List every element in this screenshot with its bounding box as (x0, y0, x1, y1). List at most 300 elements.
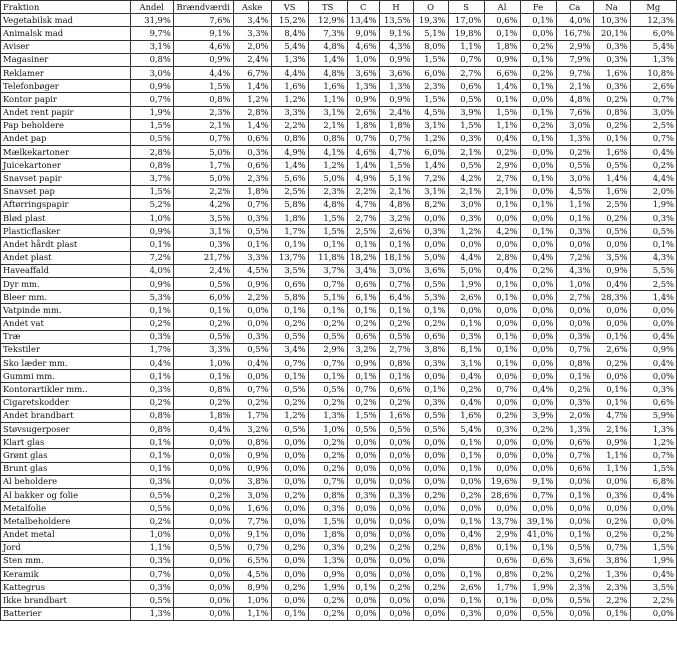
value-cell: 1,3% (556, 132, 593, 145)
value-cell: 1,2% (308, 159, 347, 172)
value-cell: 4,8% (308, 40, 347, 53)
value-cell: 0,6% (630, 396, 676, 409)
value-cell: 0,0% (593, 475, 630, 488)
value-cell: 0,0% (379, 462, 413, 475)
value-cell: 0,4% (173, 423, 233, 436)
value-cell: 0,4% (630, 146, 676, 159)
value-cell: 0,2% (130, 317, 173, 330)
value-cell: 0,3% (556, 330, 593, 343)
value-cell: 0,1% (347, 238, 379, 251)
table-row (1, 40, 677, 53)
value-cell: 0,9% (593, 264, 630, 277)
value-cell: 1,0% (130, 212, 173, 225)
value-cell: 0,7% (484, 383, 520, 396)
value-cell: 0,1% (484, 594, 520, 607)
value-cell: 0,9% (630, 343, 676, 356)
value-cell: 3,5% (593, 251, 630, 264)
table-row (1, 330, 677, 343)
value-cell: 7,9% (556, 53, 593, 66)
value-cell: 0,0% (413, 212, 448, 225)
value-cell: 0,7% (173, 132, 233, 145)
value-cell: 0,0% (520, 396, 556, 409)
value-cell: 0,1% (271, 304, 308, 317)
value-cell: 0,5% (379, 423, 413, 436)
value-cell: 0,6% (520, 554, 556, 567)
table-row (1, 291, 677, 304)
value-cell: 0,1% (347, 304, 379, 317)
value-cell: 2,6% (630, 80, 676, 93)
column-header: Mg (630, 1, 676, 14)
value-cell: 0,1% (130, 436, 173, 449)
value-cell: 4,0% (556, 14, 593, 27)
value-cell: 0,9% (173, 53, 233, 66)
value-cell: 0,9% (233, 462, 271, 475)
value-cell: 0,6% (448, 80, 484, 93)
value-cell: 0,1% (484, 27, 520, 40)
value-cell: 3,5% (271, 264, 308, 277)
value-cell: 0,8% (448, 541, 484, 554)
value-cell: 3,2% (379, 212, 413, 225)
value-cell: 18,2% (347, 251, 379, 264)
value-cell: 0,1% (413, 304, 448, 317)
value-cell: 0,0% (556, 475, 593, 488)
value-cell: 0,4% (233, 357, 271, 370)
value-cell: 2,1% (448, 185, 484, 198)
value-cell: 0,2% (520, 66, 556, 79)
value-cell: 0,3% (233, 212, 271, 225)
table-row (1, 212, 677, 225)
value-cell: 4,3% (379, 40, 413, 53)
value-cell: 8,4% (271, 27, 308, 40)
fraction-name-cell: Keramik (1, 568, 131, 581)
value-cell: 0,1% (520, 198, 556, 211)
value-cell: 0,4% (630, 330, 676, 343)
value-cell: 9,1% (520, 475, 556, 488)
value-cell: 1,7% (173, 159, 233, 172)
value-cell: 0,1% (593, 383, 630, 396)
value-cell: 0,1% (448, 594, 484, 607)
value-cell: 3,1% (413, 119, 448, 132)
value-cell: 0,0% (379, 568, 413, 581)
fraction-name-cell: Brunt glas (1, 462, 131, 475)
column-header: Andel (130, 1, 173, 14)
column-header: Ca (556, 1, 593, 14)
column-header: O (413, 1, 448, 14)
value-cell: 4,5% (233, 568, 271, 581)
value-cell: 6,0% (173, 291, 233, 304)
value-cell: 0,0% (520, 449, 556, 462)
value-cell: 0,2% (556, 383, 593, 396)
value-cell: 2,1% (173, 119, 233, 132)
value-cell: 39,1% (520, 515, 556, 528)
value-cell: 0,1% (593, 396, 630, 409)
fraction-name-cell: Andet rent papir (1, 106, 131, 119)
value-cell: 0,2% (593, 119, 630, 132)
value-cell: 2,1% (308, 119, 347, 132)
value-cell: 3,0% (379, 264, 413, 277)
value-cell: 0,8% (130, 53, 173, 66)
value-cell: 7,2% (130, 251, 173, 264)
value-cell: 0,1% (484, 291, 520, 304)
value-cell: 3,5% (630, 581, 676, 594)
value-cell: 10,8% (630, 66, 676, 79)
value-cell: 5,9% (630, 409, 676, 422)
value-cell: 3,8% (593, 554, 630, 567)
value-cell: 1,1% (233, 607, 271, 620)
value-cell: 3,0% (233, 488, 271, 501)
value-cell: 5,1% (413, 27, 448, 40)
value-cell: 2,4% (379, 106, 413, 119)
table-row (1, 80, 677, 93)
value-cell: 4,5% (413, 106, 448, 119)
value-cell: 0,2% (379, 541, 413, 554)
value-cell: 0,2% (630, 159, 676, 172)
fraction-name-cell: Træ (1, 330, 131, 343)
value-cell: 1,8% (173, 409, 233, 422)
value-cell: 1,8% (271, 212, 308, 225)
table-row (1, 146, 677, 159)
value-cell: 1,3% (308, 554, 347, 567)
value-cell: 5,0% (448, 264, 484, 277)
value-cell: 0,0% (379, 502, 413, 515)
table-row (1, 172, 677, 185)
value-cell: 0,2% (130, 515, 173, 528)
value-cell: 1,7% (130, 343, 173, 356)
value-cell: 13,7% (271, 251, 308, 264)
value-cell: 0,0% (347, 502, 379, 515)
value-cell: 0,0% (484, 304, 520, 317)
value-cell: 1,3% (130, 607, 173, 620)
value-cell: 1,8% (379, 119, 413, 132)
table-row (1, 607, 677, 620)
value-cell: 0,1% (308, 304, 347, 317)
value-cell: 1,5% (308, 225, 347, 238)
value-cell: 0,0% (520, 370, 556, 383)
value-cell: 4,7% (593, 409, 630, 422)
value-cell: 1,8% (484, 40, 520, 53)
value-cell: 1,3% (630, 423, 676, 436)
value-cell: 1,6% (379, 409, 413, 422)
value-cell: 0,2% (347, 541, 379, 554)
value-cell: 0,8% (593, 106, 630, 119)
value-cell: 0,1% (448, 515, 484, 528)
fraction-name-cell: Aviser (1, 40, 131, 53)
value-cell: 1,0% (130, 528, 173, 541)
value-cell: 9,7% (130, 27, 173, 40)
value-cell: 0,0% (413, 607, 448, 620)
value-cell: 0,5% (556, 159, 593, 172)
value-cell: 0,5% (448, 159, 484, 172)
value-cell: 0,0% (233, 304, 271, 317)
value-cell: 4,4% (173, 66, 233, 79)
value-cell: 0,1% (520, 225, 556, 238)
value-cell: 0,3% (379, 488, 413, 501)
value-cell: 0,6% (484, 14, 520, 27)
value-cell: 0,2% (271, 488, 308, 501)
value-cell: 0,0% (347, 607, 379, 620)
value-cell: 0,3% (347, 488, 379, 501)
value-cell: 5,0% (173, 146, 233, 159)
table-row (1, 370, 677, 383)
value-cell: 0,9% (308, 568, 347, 581)
value-cell: 0,0% (233, 370, 271, 383)
fraction-name-cell: Sten mm. (1, 554, 131, 567)
fraction-name-cell: Jord (1, 541, 131, 554)
value-cell: 0,8% (379, 357, 413, 370)
value-cell: 0,7% (233, 541, 271, 554)
value-cell: 0,9% (233, 449, 271, 462)
value-cell: 0,3% (593, 53, 630, 66)
fraction-name-cell: Tekstiler (1, 343, 131, 356)
value-cell: 1,0% (308, 423, 347, 436)
value-cell: 9,1% (379, 27, 413, 40)
value-cell: 5,8% (271, 291, 308, 304)
value-cell: 0,0% (173, 528, 233, 541)
value-cell: 0,2% (308, 396, 347, 409)
value-cell: 0,0% (520, 436, 556, 449)
value-cell: 0,3% (173, 238, 233, 251)
value-cell: 5,0% (308, 172, 347, 185)
fraction-name-cell: Blød plast (1, 212, 131, 225)
value-cell: 0,8% (130, 409, 173, 422)
value-cell: 4,9% (347, 172, 379, 185)
value-cell: 0,1% (130, 238, 173, 251)
column-header: Al (484, 1, 520, 14)
value-cell: 0,1% (556, 370, 593, 383)
value-cell: 0,0% (593, 238, 630, 251)
value-cell: 0,2% (347, 396, 379, 409)
table-row (1, 594, 677, 607)
value-cell: 0,0% (520, 159, 556, 172)
value-cell: 0,0% (484, 462, 520, 475)
table-row (1, 396, 677, 409)
value-cell: 16,7% (556, 27, 593, 40)
value-cell: 2,6% (593, 343, 630, 356)
value-cell: 9,7% (556, 66, 593, 79)
value-cell: 2,5% (593, 198, 630, 211)
value-cell: 0,0% (173, 462, 233, 475)
value-cell: 0,2% (233, 396, 271, 409)
value-cell: 0,0% (520, 330, 556, 343)
value-cell: 0,0% (593, 370, 630, 383)
value-cell: 18,1% (379, 251, 413, 264)
value-cell: 1,4% (308, 53, 347, 66)
value-cell: 1,8% (347, 119, 379, 132)
value-cell: 4,6% (347, 146, 379, 159)
value-cell: 0,9% (379, 53, 413, 66)
value-cell: 0,0% (347, 449, 379, 462)
value-cell: 0,1% (448, 317, 484, 330)
value-cell: 1,1% (556, 198, 593, 211)
value-cell: 0,0% (347, 594, 379, 607)
value-cell: 7,7% (233, 515, 271, 528)
table-row (1, 264, 677, 277)
column-header: Aske (233, 1, 271, 14)
value-cell: 0,1% (130, 304, 173, 317)
value-cell: 0,1% (630, 238, 676, 251)
value-cell: 5,3% (413, 291, 448, 304)
value-cell: 0,6% (271, 277, 308, 290)
value-cell: 0,0% (593, 317, 630, 330)
value-cell: 1,5% (379, 159, 413, 172)
table-row (1, 106, 677, 119)
value-cell: 0,0% (484, 449, 520, 462)
value-cell: 2,8% (484, 251, 520, 264)
value-cell: 0,1% (271, 370, 308, 383)
value-cell: 13,7% (484, 515, 520, 528)
value-cell: 0,0% (630, 317, 676, 330)
value-cell: 1,5% (173, 80, 233, 93)
value-cell: 0,6% (233, 159, 271, 172)
value-cell: 0,2% (271, 396, 308, 409)
value-cell: 0,7% (448, 53, 484, 66)
table-row (1, 383, 677, 396)
value-cell: 0,2% (448, 488, 484, 501)
value-cell: 0,2% (173, 396, 233, 409)
value-cell: 0,0% (347, 462, 379, 475)
value-cell: 0,8% (173, 383, 233, 396)
value-cell: 3,3% (271, 106, 308, 119)
value-cell: 1,7% (233, 409, 271, 422)
value-cell: 0,4% (630, 488, 676, 501)
value-cell: 0,2% (379, 396, 413, 409)
value-cell: 0,3% (130, 475, 173, 488)
value-cell: 0,7% (520, 488, 556, 501)
value-cell: 2,7% (347, 212, 379, 225)
fraction-name-cell: Klart glas (1, 436, 131, 449)
value-cell: 19,6% (484, 475, 520, 488)
value-cell: 0,2% (413, 581, 448, 594)
value-cell: 0,5% (448, 93, 484, 106)
value-cell: 0,9% (130, 225, 173, 238)
value-cell: 0,0% (379, 449, 413, 462)
value-cell: 0,1% (520, 172, 556, 185)
value-cell: 0,5% (556, 594, 593, 607)
value-cell: 0,2% (173, 488, 233, 501)
value-cell: 0,2% (448, 383, 484, 396)
value-cell: 13,4% (347, 14, 379, 27)
column-header: Fraktion (1, 1, 131, 14)
value-cell: 0,2% (271, 581, 308, 594)
value-cell: 1,1% (130, 541, 173, 554)
table-row (1, 317, 677, 330)
value-cell: 1,5% (130, 185, 173, 198)
value-cell: 0,6% (556, 436, 593, 449)
value-cell: 1,6% (308, 80, 347, 93)
value-cell: 4,8% (308, 66, 347, 79)
value-cell: 0,9% (379, 93, 413, 106)
value-cell: 2,5% (630, 119, 676, 132)
value-cell: 0,1% (484, 343, 520, 356)
table-row (1, 66, 677, 79)
value-cell: 1,8% (308, 528, 347, 541)
value-cell: 3,0% (448, 198, 484, 211)
value-cell: 0,1% (520, 14, 556, 27)
value-cell: 2,1% (448, 146, 484, 159)
value-cell: 0,0% (413, 515, 448, 528)
value-cell: 0,2% (630, 528, 676, 541)
value-cell: 0,0% (556, 607, 593, 620)
value-cell: 2,2% (173, 185, 233, 198)
value-cell: 0,5% (593, 159, 630, 172)
value-cell: 4,5% (556, 185, 593, 198)
table-row (1, 475, 677, 488)
value-cell: 0,3% (413, 396, 448, 409)
column-header: Na (593, 1, 630, 14)
value-cell: 0,7% (379, 277, 413, 290)
value-cell: 1,5% (347, 409, 379, 422)
value-cell: 0,0% (520, 502, 556, 515)
value-cell: 2,1% (484, 185, 520, 198)
fraction-name-cell: Sko læder mm. (1, 357, 131, 370)
fraction-name-cell: Snavset papir (1, 172, 131, 185)
value-cell: 3,9% (520, 409, 556, 422)
value-cell: 0,5% (520, 607, 556, 620)
value-cell: 0,9% (130, 80, 173, 93)
value-cell: 2,3% (556, 581, 593, 594)
fraction-name-cell: Reklamer (1, 66, 131, 79)
value-cell: 2,9% (308, 343, 347, 356)
value-cell: 0,5% (130, 488, 173, 501)
value-cell: 4,7% (347, 198, 379, 211)
value-cell: 0,7% (308, 277, 347, 290)
value-cell: 0,2% (520, 40, 556, 53)
value-cell: 0,2% (520, 423, 556, 436)
value-cell: 0,0% (484, 370, 520, 383)
value-cell: 0,0% (413, 449, 448, 462)
value-cell: 0,5% (379, 330, 413, 343)
value-cell: 0,1% (520, 80, 556, 93)
value-cell: 4,2% (484, 225, 520, 238)
value-cell: 6,1% (347, 291, 379, 304)
value-cell: 0,1% (448, 436, 484, 449)
value-cell: 0,2% (593, 528, 630, 541)
value-cell: 0,1% (593, 330, 630, 343)
value-cell: 0,7% (379, 132, 413, 145)
value-cell: 0,0% (347, 475, 379, 488)
table-row (1, 119, 677, 132)
value-cell: 1,4% (630, 291, 676, 304)
value-cell: 0,2% (308, 449, 347, 462)
value-cell: 0,4% (130, 357, 173, 370)
value-cell: 1,9% (630, 554, 676, 567)
value-cell: 0,0% (448, 304, 484, 317)
value-cell: 2,2% (630, 594, 676, 607)
value-cell: 10,3% (593, 14, 630, 27)
value-cell: 2,9% (556, 40, 593, 53)
value-cell: 1,0% (233, 594, 271, 607)
value-cell: 0,0% (520, 304, 556, 317)
value-cell: 0,6% (233, 132, 271, 145)
value-cell: 2,8% (233, 106, 271, 119)
value-cell: 2,8% (130, 146, 173, 159)
value-cell: 2,7% (484, 172, 520, 185)
table-row (1, 581, 677, 594)
value-cell: 4,7% (379, 146, 413, 159)
value-cell: 0,0% (484, 212, 520, 225)
value-cell: 2,1% (379, 185, 413, 198)
value-cell: 0,7% (556, 449, 593, 462)
value-cell: 0,5% (173, 330, 233, 343)
value-cell: 0,4% (593, 277, 630, 290)
value-cell: 1,3% (379, 80, 413, 93)
fraction-name-cell: Plasticflasker (1, 225, 131, 238)
value-cell: 0,7% (593, 541, 630, 554)
value-cell: 2,6% (448, 291, 484, 304)
value-cell: 1,5% (448, 119, 484, 132)
value-cell: 1,9% (130, 106, 173, 119)
value-cell: 0,3% (448, 607, 484, 620)
